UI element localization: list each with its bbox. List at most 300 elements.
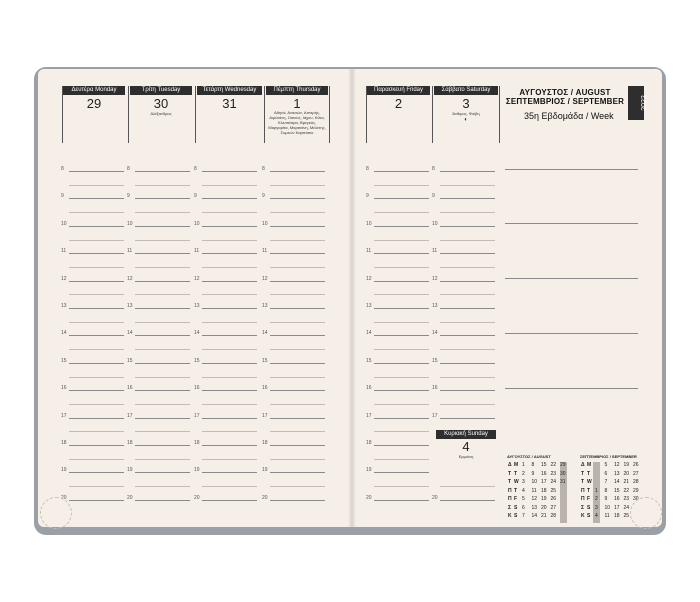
hour-label: 15: [432, 357, 438, 364]
calendar-day: 25: [550, 487, 557, 494]
hour-line: [374, 322, 429, 323]
hour-slot[interactable]: [127, 494, 193, 504]
hour-slot[interactable]: [432, 192, 498, 202]
hour-line: [135, 171, 190, 172]
hour-slot[interactable]: [61, 261, 127, 271]
hour-slot[interactable]: [262, 480, 328, 490]
hour-slot[interactable]: [366, 192, 432, 202]
hour-slot[interactable]: [194, 439, 260, 449]
weekday-gr: Π: [581, 496, 585, 502]
hour-slot[interactable]: [262, 234, 328, 244]
calendar-day: 14: [614, 479, 620, 485]
calendar-day: 16: [614, 496, 620, 502]
hour-line: [135, 308, 190, 309]
hour-line: [374, 390, 429, 391]
hour-slot[interactable]: [194, 329, 260, 339]
hour-slot[interactable]: [366, 494, 432, 504]
calendar-day: 24: [550, 479, 557, 485]
hour-slot[interactable]: [61, 206, 127, 216]
hour-line: [270, 390, 325, 391]
hour-line: [374, 445, 429, 446]
hour-slot[interactable]: [432, 206, 498, 216]
calendar-day: 1: [595, 487, 598, 494]
hour-line: [270, 240, 325, 241]
hour-line: [202, 431, 257, 432]
hour-slot[interactable]: [262, 384, 328, 394]
hour-slot[interactable]: [127, 398, 193, 408]
hour-slot[interactable]: [432, 316, 498, 326]
hour-line: [135, 212, 190, 213]
calendar-day: 30: [560, 470, 566, 477]
hour-slot[interactable]: [194, 288, 260, 298]
hour-label: 12: [194, 275, 200, 282]
hour-slot[interactable]: [262, 165, 328, 175]
hour-line: [69, 418, 124, 419]
hour-slot[interactable]: [61, 384, 127, 394]
hour-slot[interactable]: [194, 453, 260, 463]
hour-slot[interactable]: [127, 466, 193, 476]
hour-slot[interactable]: [366, 412, 432, 422]
hour-slot[interactable]: [432, 343, 498, 353]
hour-slot[interactable]: [366, 357, 432, 367]
hour-slot[interactable]: [127, 412, 193, 422]
hour-line: [270, 322, 325, 323]
hour-slot[interactable]: [262, 288, 328, 298]
day-header-monday: Δευτέρα Monday: [63, 86, 125, 95]
hour-slot[interactable]: [432, 220, 498, 230]
hour-slot[interactable]: [127, 357, 193, 367]
hour-line: [135, 253, 190, 254]
hour-slot[interactable]: [61, 371, 127, 381]
hour-label: 12: [61, 275, 67, 282]
hour-slot[interactable]: [366, 466, 432, 476]
hour-line: [69, 349, 124, 350]
weekday-en: W: [587, 479, 592, 485]
hour-line: [270, 335, 325, 336]
hour-label: 16: [366, 385, 372, 392]
hour-slot[interactable]: [366, 329, 432, 339]
calendar-day: 5: [522, 496, 525, 502]
hour-line: [69, 431, 124, 432]
hour-slot[interactable]: [127, 439, 193, 449]
hour-slot[interactable]: [366, 247, 432, 257]
hour-label: 8: [262, 166, 265, 172]
calendar-day: 6: [522, 504, 525, 511]
hour-slot[interactable]: [366, 398, 432, 408]
hour-label: 11: [366, 248, 372, 255]
hour-slot[interactable]: [262, 371, 328, 381]
calendar-day: 11: [531, 487, 537, 494]
hour-slot[interactable]: [194, 247, 260, 257]
hour-slot[interactable]: [61, 192, 127, 202]
hour-slot[interactable]: [61, 398, 127, 408]
hour-line: [374, 226, 429, 227]
weekday-en: S: [587, 504, 591, 511]
hour-slot[interactable]: [127, 261, 193, 271]
hour-slot[interactable]: [127, 384, 193, 394]
hour-slot[interactable]: [366, 165, 432, 175]
weekday-gr: Π: [508, 487, 512, 494]
day-header-saturday: Σάββατο Saturday: [434, 86, 498, 95]
day-date-tuesday: 30: [153, 96, 169, 111]
hour-label: 10: [432, 220, 438, 227]
hour-label: 14: [61, 330, 67, 337]
hour-slot[interactable]: [432, 247, 498, 257]
hour-slot[interactable]: [127, 206, 193, 216]
hour-slot[interactable]: [432, 398, 498, 408]
hour-slot[interactable]: [127, 371, 193, 381]
weekday-en: W: [514, 479, 519, 485]
hour-slot[interactable]: [432, 371, 498, 381]
hour-slot[interactable]: [432, 165, 498, 175]
hour-slot[interactable]: [366, 206, 432, 216]
hour-slot[interactable]: [194, 165, 260, 175]
weekday-en: T: [587, 487, 591, 494]
hour-line: [374, 349, 429, 350]
hour-line: [202, 212, 257, 213]
hour-line: [135, 363, 190, 364]
hour-slot[interactable]: [194, 192, 260, 202]
hour-line: [270, 431, 325, 432]
calendar-day: 13: [531, 504, 538, 511]
hour-label: 18: [194, 440, 200, 446]
hour-slot[interactable]: [61, 453, 127, 463]
hour-slot[interactable]: [262, 261, 328, 271]
hour-slot[interactable]: [127, 165, 193, 175]
hour-slot[interactable]: [127, 425, 193, 435]
hour-label: 10: [262, 220, 268, 227]
hour-slot[interactable]: [194, 302, 260, 312]
hour-slot[interactable]: [262, 206, 328, 216]
hour-line: [270, 171, 325, 172]
hour-slot[interactable]: [194, 206, 260, 216]
hour-line: [69, 500, 124, 501]
hour-label: 15: [61, 357, 67, 364]
hour-line: [270, 459, 325, 460]
hour-line: [202, 390, 257, 391]
hour-label: 20: [432, 494, 438, 501]
hour-slot[interactable]: [432, 261, 498, 271]
weekday-gr: Σ: [581, 504, 585, 511]
calendar-day: 27: [550, 504, 557, 511]
hour-slot[interactable]: [432, 302, 498, 312]
hour-slot[interactable]: [432, 288, 498, 298]
hour-label: 13: [194, 303, 200, 309]
day-date-wednesday: 31: [222, 96, 237, 111]
hour-slot[interactable]: [61, 288, 127, 298]
hour-slot[interactable]: [127, 275, 193, 285]
hour-slot[interactable]: [61, 480, 127, 490]
weekday-en: T: [514, 487, 518, 494]
hour-slot[interactable]: [194, 179, 260, 189]
hour-label: 20: [61, 494, 67, 501]
hour-slot[interactable]: [262, 453, 328, 463]
notes-line: [505, 223, 638, 224]
hour-slot[interactable]: [127, 329, 193, 339]
hour-line: [270, 212, 325, 213]
hour-slot[interactable]: [366, 302, 432, 312]
hour-slot[interactable]: [194, 343, 260, 353]
hour-slot[interactable]: [61, 220, 127, 230]
hour-line: [374, 377, 429, 378]
weekday-en: T: [514, 470, 518, 477]
hour-line: [135, 459, 190, 460]
hour-slot[interactable]: [366, 439, 432, 449]
hour-slot[interactable]: [127, 220, 193, 230]
hour-label: 17: [262, 412, 268, 419]
hour-line: [270, 294, 325, 295]
hour-slot[interactable]: [194, 220, 260, 230]
hour-slot[interactable]: [194, 480, 260, 490]
hour-line: [374, 500, 429, 501]
hour-slot[interactable]: [432, 329, 498, 339]
month-title-august: ΑΥΓΟΥΣΤΟΣ / AUGUST: [519, 88, 611, 97]
hour-slot[interactable]: [262, 179, 328, 189]
calendar-day: 4: [595, 513, 598, 519]
hour-slot[interactable]: [262, 357, 328, 367]
hour-slot[interactable]: [262, 494, 328, 504]
calendar-day: 18: [614, 513, 620, 519]
hour-slot[interactable]: [61, 179, 127, 189]
month-title-september: ΣΕΠΤΕΜΒΡΙΟΣ / SEPTEMBER: [505, 97, 625, 106]
hour-slot[interactable]: [127, 453, 193, 463]
hour-line: [440, 240, 495, 241]
hour-label: 8: [61, 166, 64, 172]
hour-slot[interactable]: [61, 425, 127, 435]
hour-line: [202, 500, 257, 501]
calendar-day: 7: [604, 479, 608, 485]
hour-line: [69, 459, 124, 460]
hour-slot[interactable]: [366, 288, 432, 298]
hour-slot[interactable]: [432, 412, 498, 422]
hour-slot[interactable]: [194, 357, 260, 367]
hour-slot[interactable]: [262, 439, 328, 449]
hour-line: [270, 377, 325, 378]
hour-line: [135, 445, 190, 446]
hour-label: 16: [61, 385, 67, 392]
hour-label: 14: [366, 330, 372, 337]
hour-line: [270, 486, 325, 487]
hour-slot[interactable]: [262, 275, 328, 285]
hour-slot[interactable]: [432, 480, 498, 490]
hour-label: 10: [61, 220, 67, 227]
hour-slot[interactable]: [262, 316, 328, 326]
hour-slot[interactable]: [127, 288, 193, 298]
hour-slot[interactable]: [262, 425, 328, 435]
calendar-day: 23: [623, 496, 630, 502]
hour-slot[interactable]: [61, 343, 127, 353]
hour-slot[interactable]: [194, 412, 260, 422]
hour-slot[interactable]: [432, 384, 498, 394]
hour-line: [202, 198, 257, 199]
hour-slot[interactable]: [366, 343, 432, 353]
hour-slot[interactable]: [194, 425, 260, 435]
hour-line: [135, 240, 190, 241]
calendar-day: 2: [595, 496, 598, 502]
hour-slot[interactable]: [194, 261, 260, 271]
hour-slot[interactable]: [127, 247, 193, 257]
hour-line: [69, 212, 124, 213]
hour-line: [69, 308, 124, 309]
hour-slot[interactable]: [366, 371, 432, 381]
hour-slot[interactable]: [194, 494, 260, 504]
hour-slot[interactable]: [366, 220, 432, 230]
hour-slot[interactable]: [61, 316, 127, 326]
hour-slot[interactable]: [262, 398, 328, 408]
hour-slot[interactable]: [262, 412, 328, 422]
hour-slot[interactable]: [127, 343, 193, 353]
hour-slot[interactable]: [366, 234, 432, 244]
hour-line: [440, 486, 495, 487]
calendar-day: 22: [623, 487, 630, 494]
hour-label: 15: [366, 357, 372, 364]
hour-line: [69, 171, 124, 172]
hour-line: [374, 363, 429, 364]
hour-label: 9: [262, 193, 265, 200]
calendar-day: 9: [531, 470, 535, 477]
calendar-day: 4: [522, 487, 525, 494]
hour-slot[interactable]: [194, 371, 260, 381]
calendar-day: 11: [604, 513, 610, 519]
hour-slot[interactable]: [366, 275, 432, 285]
hour-slot[interactable]: [262, 302, 328, 312]
hour-label: 9: [194, 193, 197, 200]
hour-line: [135, 377, 190, 378]
hour-line: [69, 240, 124, 241]
hour-slot[interactable]: [127, 192, 193, 202]
weekday-en: M: [514, 462, 519, 468]
hour-line: [374, 472, 429, 473]
weekday-gr: Π: [508, 496, 512, 502]
hour-slot[interactable]: [61, 165, 127, 175]
hour-slot[interactable]: [366, 384, 432, 394]
hour-slot[interactable]: [432, 234, 498, 244]
hour-slot[interactable]: [262, 329, 328, 339]
hour-line: [374, 335, 429, 336]
hour-line: [440, 349, 495, 350]
hour-line: [440, 212, 495, 213]
weekday-en: S: [514, 513, 518, 519]
hour-label: 15: [262, 357, 268, 364]
hour-slot[interactable]: [432, 357, 498, 367]
hour-label: 15: [127, 357, 133, 364]
hour-slot[interactable]: [61, 412, 127, 422]
calendar-day: 8: [604, 487, 608, 494]
page-corner-mark: [630, 497, 662, 529]
hour-slot[interactable]: [61, 275, 127, 285]
hour-slot[interactable]: [127, 480, 193, 490]
calendar-day: 8: [531, 462, 535, 468]
calendar-day: 12: [614, 462, 620, 468]
hour-label: 16: [432, 385, 438, 392]
hour-label: 12: [432, 275, 438, 282]
hour-line: [135, 390, 190, 391]
hour-slot[interactable]: [366, 179, 432, 189]
hour-slot[interactable]: [262, 343, 328, 353]
hour-label: 9: [127, 193, 130, 200]
hour-slot[interactable]: [194, 398, 260, 408]
hour-slot[interactable]: [61, 466, 127, 476]
weekday-gr: Τ: [581, 479, 585, 485]
day-header-friday: Παρασκευή Friday: [367, 86, 430, 95]
hour-slot[interactable]: [432, 275, 498, 285]
hour-slot[interactable]: [61, 247, 127, 257]
hour-slot[interactable]: [262, 220, 328, 230]
hour-slot[interactable]: [61, 439, 127, 449]
hour-label: 13: [127, 303, 133, 309]
hour-slot[interactable]: [262, 192, 328, 202]
hour-line: [202, 308, 257, 309]
hour-label: 14: [432, 330, 438, 337]
hour-slot[interactable]: [366, 453, 432, 463]
hour-label: 19: [366, 467, 372, 474]
hour-slot[interactable]: [61, 494, 127, 504]
hour-line: [69, 185, 124, 186]
hour-slot[interactable]: [61, 329, 127, 339]
hour-slot[interactable]: [432, 494, 498, 504]
hour-line: [202, 418, 257, 419]
hour-slot[interactable]: [194, 466, 260, 476]
hour-line: [135, 404, 190, 405]
calendar-day: 26: [633, 462, 639, 468]
hour-line: [270, 445, 325, 446]
hour-label: 10: [127, 220, 133, 227]
hour-slot[interactable]: [127, 179, 193, 189]
hour-slot[interactable]: [127, 234, 193, 244]
hour-label: 17: [127, 412, 133, 419]
hour-slot[interactable]: [61, 302, 127, 312]
hour-line: [69, 267, 124, 268]
hour-slot[interactable]: [127, 302, 193, 312]
weekday-gr: Τ: [508, 470, 512, 477]
hour-slot[interactable]: [61, 357, 127, 367]
hour-slot[interactable]: [366, 261, 432, 271]
hour-slot[interactable]: [194, 234, 260, 244]
weekday-en: F: [587, 496, 591, 502]
hour-slot[interactable]: [127, 316, 193, 326]
calendar-day: 24: [623, 504, 630, 511]
hour-slot[interactable]: [194, 384, 260, 394]
hour-line: [69, 198, 124, 199]
hour-label: 13: [432, 303, 438, 309]
hour-slot[interactable]: [366, 425, 432, 435]
hour-slot[interactable]: [432, 179, 498, 189]
hour-slot[interactable]: [262, 466, 328, 476]
hour-line: [440, 294, 495, 295]
hour-label: 20: [366, 494, 372, 501]
hour-line: [374, 267, 429, 268]
calendar-day: 20: [623, 470, 630, 477]
notes-line: [505, 388, 638, 389]
col-divider: [329, 86, 330, 143]
hour-line: [202, 335, 257, 336]
hour-line: [202, 404, 257, 405]
hour-line: [374, 171, 429, 172]
hour-slot[interactable]: [194, 316, 260, 326]
hour-line: [202, 171, 257, 172]
hour-slot[interactable]: [366, 316, 432, 326]
hour-line: [202, 349, 257, 350]
calendar-day: 16: [541, 470, 547, 477]
hour-slot[interactable]: [262, 247, 328, 257]
hour-line: [374, 308, 429, 309]
hour-slot[interactable]: [194, 275, 260, 285]
hour-line: [374, 240, 429, 241]
hour-label: 20: [262, 494, 268, 501]
hour-slot[interactable]: [61, 234, 127, 244]
hour-slot[interactable]: [366, 480, 432, 490]
hour-line: [135, 418, 190, 419]
